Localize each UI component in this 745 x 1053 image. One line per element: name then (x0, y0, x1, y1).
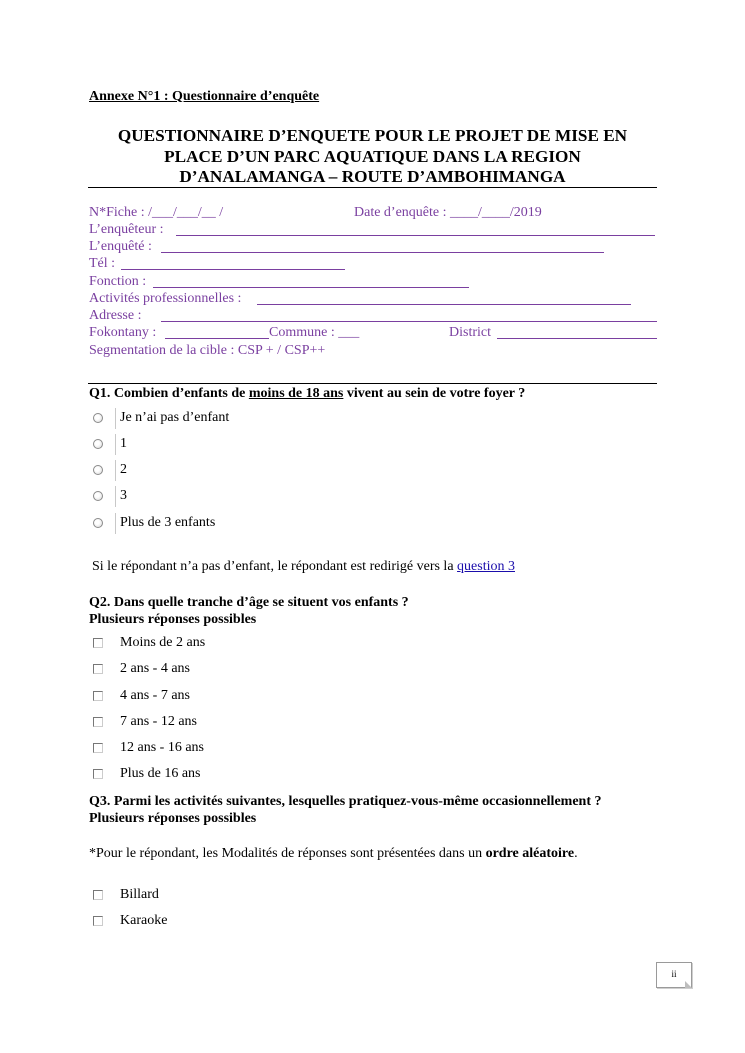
q1-redirect-note (92, 558, 515, 575)
radio-button-icon[interactable] (93, 518, 103, 528)
activites-row (89, 290, 657, 307)
q3-note-bold: ordre aléatoire (485, 846, 575, 861)
q2-option-label: 7 ans - 12 ans (120, 714, 197, 729)
q2-option-label: 2 ans - 4 ans (120, 661, 190, 676)
fiche-number-field[interactable]: N*Fiche : /___/___/__ / (89, 205, 224, 220)
q2-option-label: Moins de 2 ans (120, 635, 206, 650)
page-fold-icon (685, 981, 692, 988)
title-divider (88, 187, 657, 188)
commune-field[interactable]: Commune : ___ (269, 325, 360, 340)
q2-option-label: 4 ans - 7 ans (120, 688, 190, 703)
tel-field[interactable] (121, 269, 345, 270)
q1-option-label: Je n’ai pas d’enfant (120, 410, 230, 425)
survey-date-field[interactable]: Date d’enquête : ____/____/2019 (354, 205, 542, 220)
q1-option-label: 1 (120, 436, 127, 451)
info-divider (88, 383, 657, 384)
tel-label: Tél : (89, 256, 116, 271)
location-row (89, 324, 657, 341)
q3-random-order-note (89, 845, 578, 862)
q1-option-label: Plus de 3 enfants (120, 515, 216, 530)
page-number: ii (671, 969, 677, 979)
option-separator (115, 486, 116, 507)
q3-option-label: Karaoke (120, 913, 168, 928)
district-label: District (449, 325, 491, 340)
checkbox-icon[interactable] (93, 664, 103, 674)
checkbox-icon[interactable] (93, 691, 103, 701)
page-number-box (656, 962, 692, 988)
checkbox-icon[interactable] (93, 916, 103, 926)
q1-option-label: 2 (120, 462, 127, 477)
q2-option-label: Plus de 16 ans (120, 766, 201, 781)
adresse-label: Adresse : (89, 308, 142, 323)
fonction-field[interactable] (153, 287, 469, 288)
enquete-label: L’enquêté : (89, 239, 152, 254)
option-separator (115, 408, 116, 429)
option-separator (115, 513, 116, 534)
q1-title-suffix: vivent au sein de votre foyer ? (343, 386, 526, 401)
segmentation-label: Segmentation de la cible : CSP + / CSP++ (89, 343, 326, 358)
q3-subtitle: Plusieurs réponses possibles (89, 811, 257, 826)
q1-title-underlined: moins de 18 ans (248, 386, 344, 401)
activites-label: Activités professionnelles : (89, 291, 242, 306)
checkbox-icon[interactable] (93, 769, 103, 779)
radio-button-icon[interactable] (93, 439, 103, 449)
district-field[interactable] (497, 338, 657, 339)
enquete-field[interactable] (161, 252, 604, 253)
adresse-field[interactable] (161, 321, 657, 322)
q1-title (89, 385, 525, 402)
segmentation-row (89, 342, 657, 359)
checkbox-icon[interactable] (93, 743, 103, 753)
radio-button-icon[interactable] (93, 413, 103, 423)
q2-title: Q2. Dans quelle tranche d’âge se situent vos enfants ? (89, 595, 409, 610)
q1-title-prefix: Q1. Combien d’enfants de (89, 386, 249, 401)
radio-button-icon[interactable] (93, 465, 103, 475)
checkbox-icon[interactable] (93, 890, 103, 900)
enqueteur-field[interactable] (176, 235, 655, 236)
fonction-label: Fonction : (89, 274, 147, 289)
adresse-row (89, 307, 657, 324)
q3-note-prefix: *Pour le répondant, les Modalités de réponses sont présentées dans un (89, 846, 486, 861)
enqueteur-label: L’enquêteur : (89, 222, 164, 237)
fonction-row (89, 273, 657, 290)
q1-option-label: 3 (120, 488, 127, 503)
checkbox-icon[interactable] (93, 638, 103, 648)
radio-button-icon[interactable] (93, 491, 103, 501)
q2-subtitle: Plusieurs réponses possibles (89, 612, 257, 627)
q3-option-label: Billard (120, 887, 159, 902)
option-separator (115, 460, 116, 481)
q3-note-suffix: . (574, 846, 578, 861)
enquete-row (89, 238, 657, 255)
question-3-link[interactable]: question 3 (457, 559, 515, 574)
questionnaire-title: QUESTIONNAIRE D’ENQUETE POUR LE PROJET DE MISE EN PLACE D’UN PARC AQUATIQUE DANS LA REGION D’ANALAMANGA – ROUTE D’AMBOHIMANGA (117, 126, 628, 186)
q3-title: Q3. Parmi les activités suivantes, lesquelles pratiquez-vous-même occasionnellement ? (89, 794, 602, 809)
activites-field[interactable] (257, 304, 631, 305)
option-separator (115, 434, 116, 455)
q1-note-text: Si le répondant n’a pas d’enfant, le répondant est redirigé vers la (92, 559, 458, 574)
fiche-date-row (89, 204, 657, 221)
fokontany-field[interactable] (165, 338, 269, 339)
enqueteur-row (89, 221, 657, 238)
tel-row (89, 255, 657, 272)
annex-title: Annexe N°1 : Questionnaire d’enquête (89, 89, 320, 104)
q2-option-label: 12 ans - 16 ans (120, 740, 204, 755)
fokontany-label: Fokontany : (89, 325, 157, 340)
checkbox-icon[interactable] (93, 717, 103, 727)
